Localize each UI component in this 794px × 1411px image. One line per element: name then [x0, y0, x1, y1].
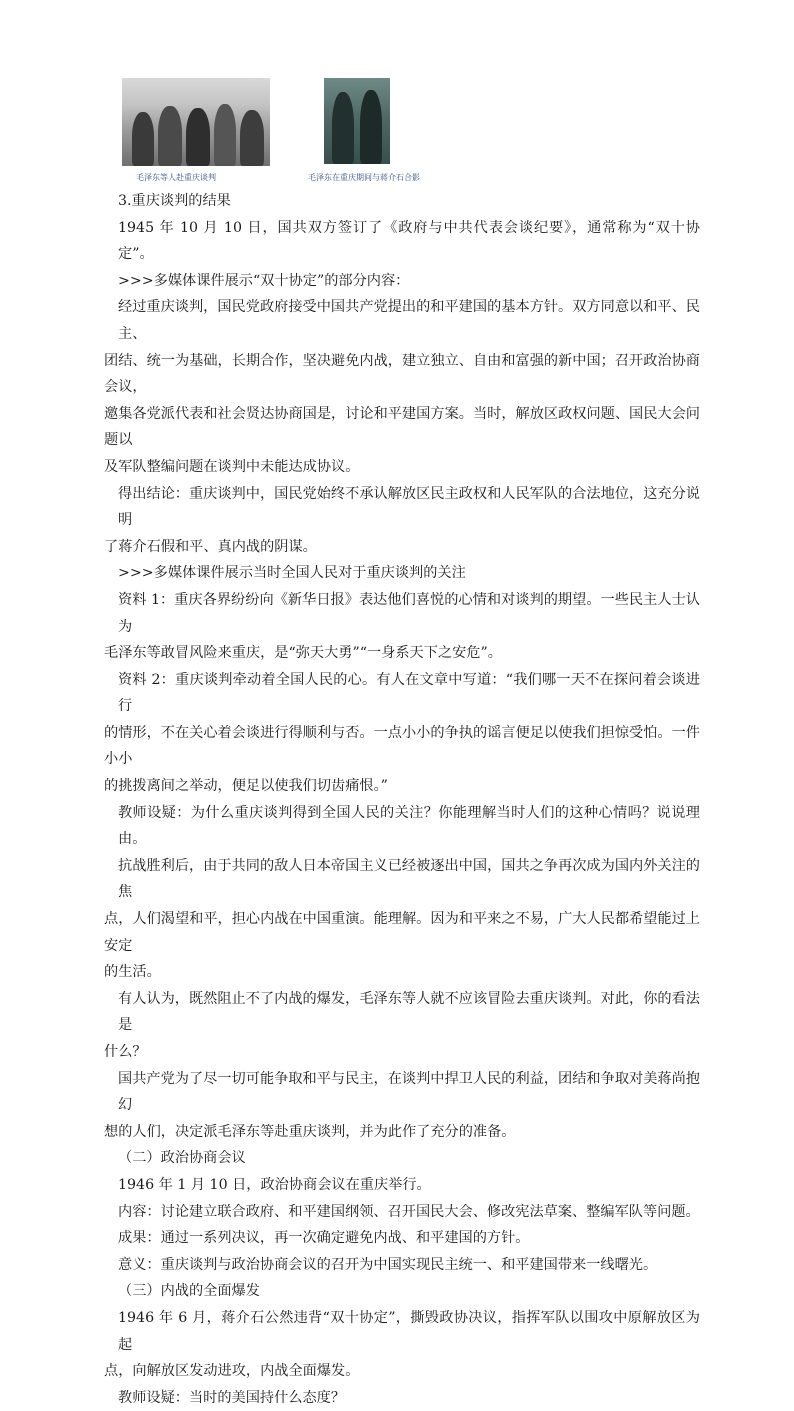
paragraph: 内容：讨论建立联合政府、和平建国纲领、召开国民大会、修改宪法草案、整编军队等问题。	[118, 1203, 700, 1220]
paragraph-cont: 了蒋介石假和平、真内战的阴谋。	[104, 538, 317, 555]
paragraph: 成果：通过一系列决议，再一次确定避免内战、和平建国的方针。	[118, 1230, 530, 1247]
paragraph: 资料 1：重庆各界纷纷向《新华日报》表达他们喜悦的心情和对谈判的期望。一些民主人士认为	[118, 591, 700, 635]
paragraph: 得出结论：重庆谈判中，国民党始终不承认解放区民主政权和人民军队的合法地位，这充分说明	[118, 485, 700, 529]
subsection-heading: （二）政治协商会议	[118, 1150, 246, 1167]
group-photo-image	[122, 78, 270, 166]
paragraph: 国共产党为了尽一切可能争取和平与民主，在谈判中捍卫人民的利益，团结和争取对美蒋尚抱幻	[118, 1070, 700, 1114]
paragraph: 资料 2：重庆谈判牵动着全国人民的心。有人在文章中写道：“我们哪一天不在探问着会谈进行	[118, 671, 700, 715]
paragraph: >>>多媒体课件展示“双十协定”的部分内容：	[118, 272, 410, 289]
paragraph: 1946 年 1 月 10 日，政治协商会议在重庆举行。	[118, 1176, 431, 1193]
paragraph-cont: 点，人们渴望和平，担心内战在中国重演。能理解。因为和平来之不易，广大人民都希望能过上安定	[104, 911, 700, 954]
paragraph: 意义：重庆谈判与政治协商会议的召开为中国实现民主统一、和平建国带来一线曙光。	[118, 1256, 658, 1273]
paragraph-cont: 想的人们，决定派毛泽东等赴重庆谈判，并为此作了充分的准备。	[104, 1123, 516, 1140]
paragraph: 教师设疑：当时的美国持什么态度？	[118, 1389, 346, 1406]
photo1-caption: 毛泽东等人赴重庆谈判	[136, 173, 216, 182]
paragraph-cont: 邀集各党派代表和社会贤达协商国是，讨论和平建国方案。当时，解放区政权问题、国民大会问题以	[104, 405, 700, 449]
subsection-heading: （三）内战的全面爆发	[118, 1283, 260, 1300]
paragraph: 教师设疑：为什么重庆谈判得到全国人民的关注？你能理解当时人们的这种心情吗？说说理由。	[118, 804, 700, 848]
photo-row	[118, 78, 418, 188]
section-heading: 3.重庆谈判的结果	[118, 193, 231, 209]
paragraph: >>>多媒体课件展示当时全国人民对于重庆谈判的关注	[118, 565, 466, 582]
portrait-photo-image	[324, 78, 390, 164]
paragraph-cont: 的生活。	[104, 964, 161, 981]
paragraph: 1946 年 6 月，蒋介石公然违背“双十协定”，撕毁政协决议，指挥军队以围攻中原解放区为起	[118, 1309, 700, 1353]
paragraph-cont: 点，向解放区发动进攻，内战全面爆发。	[104, 1363, 360, 1380]
paragraph-cont: 及军队整编问题在谈判中未能达成协议。	[104, 458, 360, 475]
paragraph: 有人认为，既然阻止不了内战的爆发，毛泽东等人就不应该冒险去重庆谈判。对此，你的看法是	[118, 990, 700, 1034]
photo2-caption: 毛泽东在重庆期间与蒋介石合影	[308, 173, 420, 182]
body-text	[104, 188, 700, 1411]
paragraph-cont: 什么？	[104, 1044, 147, 1060]
paragraph-cont: 团结、统一为基础，长期合作，坚决避免内战，建立独立、自由和富强的新中国；召开政治协商会议，	[104, 352, 700, 396]
paragraph-cont: 的挑拨离间之举动，便足以使我们切齿痛恨。”	[104, 778, 388, 795]
paragraph: 抗战胜利后，由于共同的敌人日本帝国主义已经被逐出中国，国共之争再次成为国内外关注的焦	[118, 857, 700, 901]
paragraph-cont: 的情形，不在关心着会谈进行得顺利与否。一点小小的争执的谣言便足以使我们担惊受怕。一件小小	[104, 724, 700, 768]
paragraph-cont: 毛泽东等敢冒风险来重庆，是“弥天大勇”“一身系天下之安危”。	[104, 645, 502, 662]
paragraph: 1945 年 10 月 10 日，国共双方签订了《政府与中共代表会谈纪要》，通常称为“双十协定”。	[118, 219, 700, 263]
paragraph: 经过重庆谈判，国民党政府接受中国共产党提出的和平建国的基本方针。双方同意以和平、民主、	[118, 299, 700, 342]
